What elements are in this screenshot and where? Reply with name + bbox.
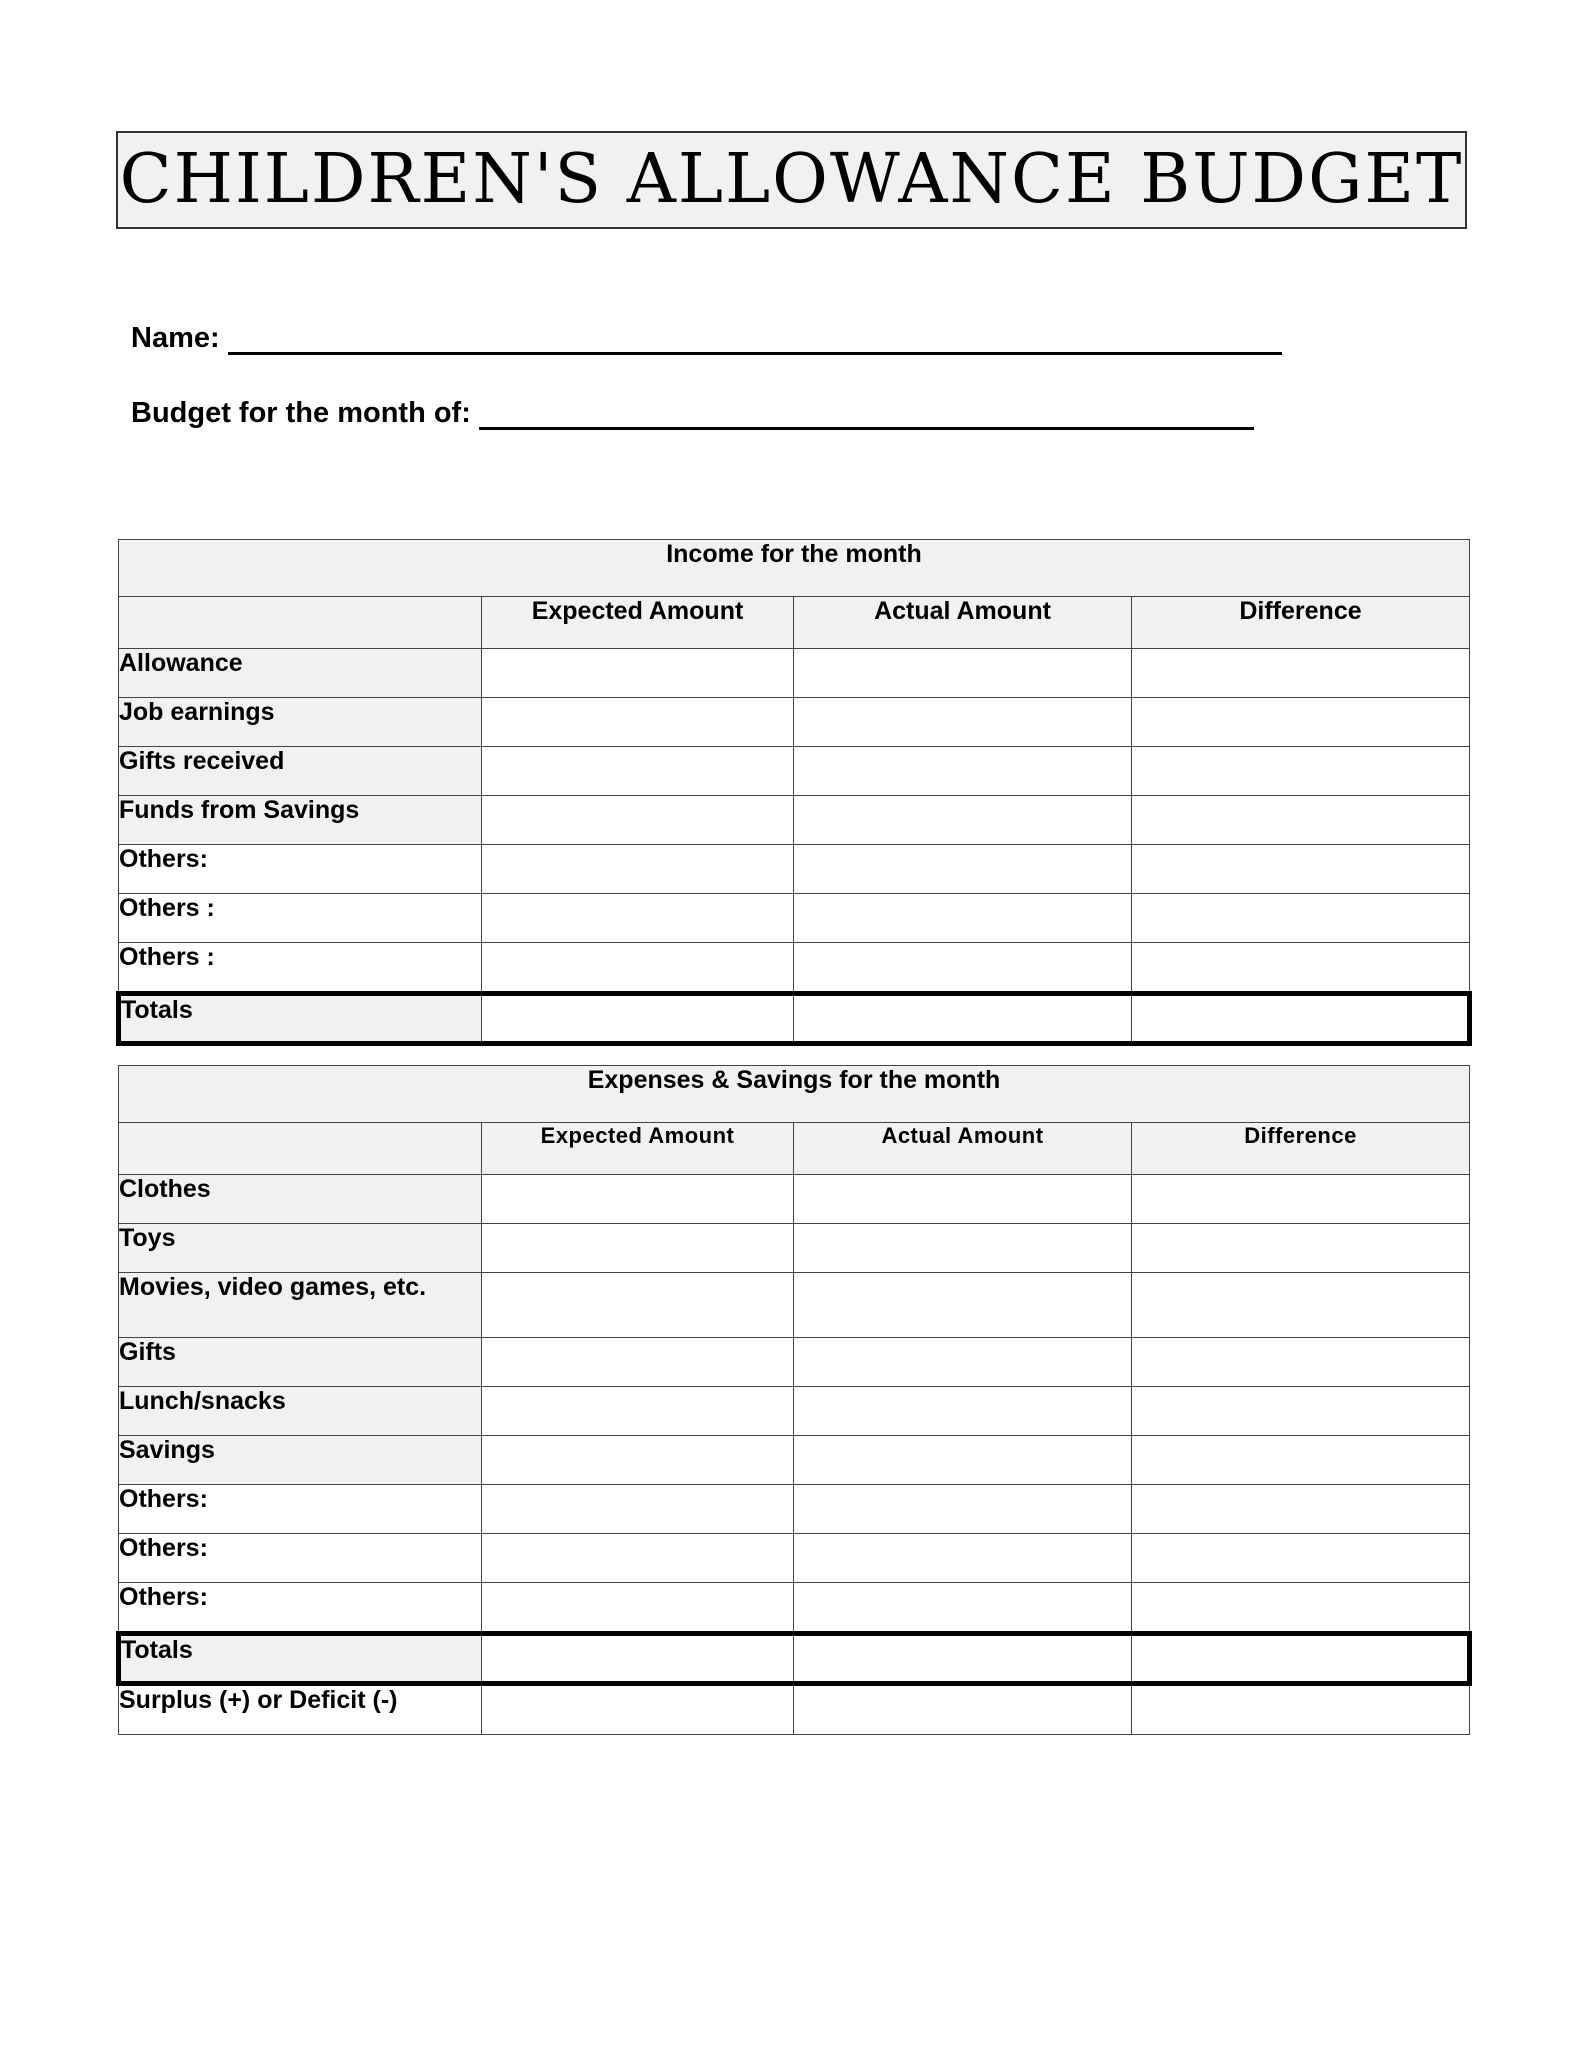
table-row — [119, 1534, 1470, 1583]
expense-actual-cell[interactable] — [794, 1534, 1132, 1583]
expense-difference-cell[interactable] — [1132, 1224, 1470, 1273]
surplus-actual-cell[interactable] — [794, 1684, 1132, 1735]
income-difference-cell[interactable] — [1132, 894, 1470, 943]
table-row — [119, 796, 1470, 845]
income-actual-cell[interactable] — [794, 894, 1132, 943]
month-input-line[interactable] — [479, 397, 1254, 430]
expense-row-label: Toys — [119, 1224, 482, 1273]
expense-total-difference-cell[interactable] — [1132, 1634, 1470, 1684]
expense-total-actual-cell[interactable] — [794, 1634, 1132, 1684]
expense-row-label: Gifts — [119, 1338, 482, 1387]
expense-expected-cell[interactable] — [482, 1534, 794, 1583]
surplus-difference-cell[interactable] — [1132, 1684, 1470, 1735]
income-actual-cell[interactable] — [794, 649, 1132, 698]
table-row — [119, 698, 1470, 747]
expense-expected-cell[interactable] — [482, 1583, 794, 1634]
income-section-title: Income for the month — [119, 540, 1470, 597]
table-row — [119, 649, 1470, 698]
income-row-label: Funds from Savings — [119, 796, 482, 845]
expense-expected-cell[interactable] — [482, 1224, 794, 1273]
expense-row-label: Clothes — [119, 1175, 482, 1224]
expense-difference-cell[interactable] — [1132, 1436, 1470, 1485]
expense-actual-cell[interactable] — [794, 1273, 1132, 1338]
income-actual-cell[interactable] — [794, 698, 1132, 747]
page-title: CHILDREN'S ALLOWANCE BUDGET — [119, 140, 1464, 219]
expense-expected-cell[interactable] — [482, 1273, 794, 1338]
income-expected-cell[interactable] — [482, 894, 794, 943]
income-difference-cell[interactable] — [1132, 649, 1470, 698]
income-difference-cell[interactable] — [1132, 943, 1470, 994]
expense-actual-cell[interactable] — [794, 1387, 1132, 1436]
income-actual-cell[interactable] — [794, 796, 1132, 845]
expense-actual-cell[interactable] — [794, 1338, 1132, 1387]
income-actual-cell[interactable] — [794, 943, 1132, 994]
expense-difference-cell[interactable] — [1132, 1338, 1470, 1387]
table-row — [119, 845, 1470, 894]
expense-total-expected-cell[interactable] — [482, 1634, 794, 1684]
table-row — [119, 1583, 1470, 1634]
expense-expected-cell[interactable] — [482, 1387, 794, 1436]
expense-row-label: Others: — [119, 1583, 482, 1634]
income-difference-cell[interactable] — [1132, 796, 1470, 845]
expense-row-label: Others: — [119, 1485, 482, 1534]
table-row — [119, 894, 1470, 943]
income-header-actual: Actual Amount — [794, 597, 1132, 649]
income-difference-cell[interactable] — [1132, 698, 1470, 747]
expense-difference-cell[interactable] — [1132, 1175, 1470, 1224]
expense-row-label: Others: — [119, 1534, 482, 1583]
expense-expected-cell[interactable] — [482, 1175, 794, 1224]
income-totals-label: Totals — [119, 994, 482, 1044]
income-row-label: Others: — [119, 845, 482, 894]
expense-actual-cell[interactable] — [794, 1485, 1132, 1534]
income-row-label: Job earnings — [119, 698, 482, 747]
expenses-table — [116, 1065, 1472, 1735]
income-total-actual-cell[interactable] — [794, 994, 1132, 1044]
income-header-expected: Expected Amount — [482, 597, 794, 649]
income-row-label: Others : — [119, 894, 482, 943]
income-difference-cell[interactable] — [1132, 845, 1470, 894]
table-row — [119, 1338, 1470, 1387]
income-total-expected-cell[interactable] — [482, 994, 794, 1044]
expense-expected-cell[interactable] — [482, 1436, 794, 1485]
income-actual-cell[interactable] — [794, 747, 1132, 796]
table-row — [119, 943, 1470, 994]
income-expected-cell[interactable] — [482, 796, 794, 845]
title-box — [116, 131, 1467, 229]
expenses-header-blank — [119, 1123, 482, 1175]
expenses-section-title: Expenses & Savings for the month — [119, 1066, 1470, 1123]
month-label: Budget for the month of: — [131, 397, 471, 429]
table-row — [119, 1436, 1470, 1485]
expenses-totals-label: Totals — [119, 1634, 482, 1684]
expense-difference-cell[interactable] — [1132, 1485, 1470, 1534]
table-row — [119, 747, 1470, 796]
income-difference-cell[interactable] — [1132, 747, 1470, 796]
expense-actual-cell[interactable] — [794, 1436, 1132, 1485]
surplus-row — [119, 1684, 1470, 1735]
table-row — [119, 1485, 1470, 1534]
name-input-line[interactable] — [228, 322, 1282, 355]
income-totals-row — [119, 994, 1470, 1044]
income-row-label: Gifts received — [119, 747, 482, 796]
surplus-label: Surplus (+) or Deficit (-) — [119, 1684, 482, 1735]
expenses-header-expected: Expected Amount — [482, 1123, 794, 1175]
expenses-header-actual: Actual Amount — [794, 1123, 1132, 1175]
income-expected-cell[interactable] — [482, 943, 794, 994]
expenses-totals-row — [119, 1634, 1470, 1684]
expense-row-label: Movies, video games, etc. — [119, 1273, 482, 1338]
income-expected-cell[interactable] — [482, 747, 794, 796]
month-field — [131, 397, 1254, 430]
income-header-blank — [119, 597, 482, 649]
expense-row-label: Savings — [119, 1436, 482, 1485]
income-row-label: Others : — [119, 943, 482, 994]
expense-actual-cell[interactable] — [794, 1583, 1132, 1634]
expense-actual-cell[interactable] — [794, 1224, 1132, 1273]
income-expected-cell[interactable] — [482, 649, 794, 698]
surplus-expected-cell[interactable] — [482, 1684, 794, 1735]
income-total-difference-cell[interactable] — [1132, 994, 1470, 1044]
income-expected-cell[interactable] — [482, 845, 794, 894]
expense-difference-cell[interactable] — [1132, 1583, 1470, 1634]
table-row — [119, 1175, 1470, 1224]
expense-actual-cell[interactable] — [794, 1175, 1132, 1224]
table-row — [119, 1273, 1470, 1338]
expense-difference-cell[interactable] — [1132, 1273, 1470, 1338]
name-field — [131, 322, 1282, 355]
income-expected-cell[interactable] — [482, 698, 794, 747]
expenses-header-difference: Difference — [1132, 1123, 1470, 1175]
expense-expected-cell[interactable] — [482, 1485, 794, 1534]
income-actual-cell[interactable] — [794, 845, 1132, 894]
income-table — [116, 539, 1472, 1046]
name-label: Name: — [131, 322, 220, 354]
expense-expected-cell[interactable] — [482, 1338, 794, 1387]
expense-row-label: Lunch/snacks — [119, 1387, 482, 1436]
expense-difference-cell[interactable] — [1132, 1387, 1470, 1436]
expense-difference-cell[interactable] — [1132, 1534, 1470, 1583]
income-row-label: Allowance — [119, 649, 482, 698]
income-header-difference: Difference — [1132, 597, 1470, 649]
table-row — [119, 1387, 1470, 1436]
table-row — [119, 1224, 1470, 1273]
